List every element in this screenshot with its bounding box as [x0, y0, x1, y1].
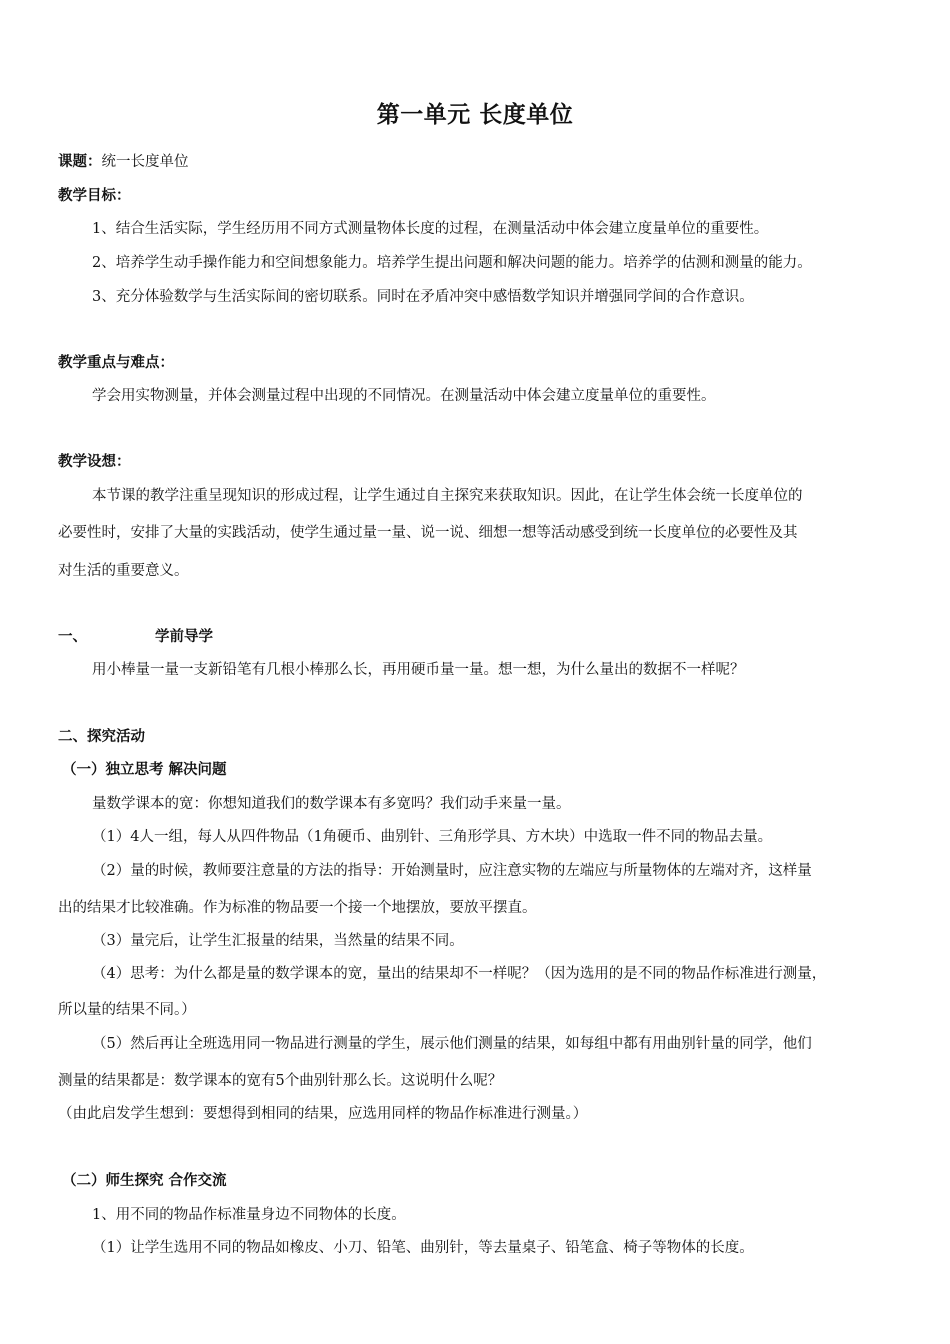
- design-heading: 教学设想：: [58, 454, 131, 470]
- subsection2-line: 1、用不同的物品作标准量身边不同物体的长度。: [92, 1207, 406, 1223]
- subsection1-line: （4）思考：为什么都是量的数学课本的宽，量出的结果却不一样呢？（因为选用的是不同的物品作标准进行测量，: [92, 966, 827, 982]
- topic-line: [58, 152, 189, 172]
- subsection1-line: （由此启发学生想到：要想得到相同的结果，应选用同样的物品作标准进行测量。）: [58, 1106, 588, 1122]
- subsection1-heading: （一）独立思考 解决问题: [62, 762, 227, 778]
- design-line: 必要性时，安排了大量的实践活动，使学生通过量一量、说一说、细想一想等活动感受到统一长度单位的必要性及其: [58, 525, 798, 541]
- key-points-heading: 教学重点与难点：: [58, 355, 174, 371]
- section1-heading: [58, 627, 213, 647]
- design-line: 对生活的重要意义。: [58, 563, 189, 579]
- subsection1-line: （1）4人一组，每人从四件物品（1角硬币、曲别针、三角形学具、方木块）中选取一件不同的物品去量。: [92, 829, 773, 845]
- topic-value: 统一长度单位: [101, 154, 189, 170]
- objective-item: 3、充分体验数学与生活实际间的密切联系。同时在矛盾冲突中感悟数学知识并增强同学间的合作意识。: [92, 289, 754, 305]
- section1-title: 学前导学: [155, 629, 213, 645]
- subsection1-line: （3）量完后，让学生汇报量的结果，当然量的结果不同。: [92, 933, 464, 949]
- subsection1-line: 测量的结果都是：数学课本的宽有5个曲别针那么长。这说明什么呢？: [58, 1073, 503, 1089]
- subsection1-line: 量数学课本的宽：你想知道我们的数学课本有多宽吗？我们动手来量一量。: [92, 796, 571, 812]
- objectives-heading: 教学目标：: [58, 188, 131, 204]
- key-points-text: 学会用实物测量，并体会测量过程中出现的不同情况。在测量活动中体会建立度量单位的重要性。: [92, 388, 716, 404]
- page-title: 第一单元 长度单位: [376, 102, 574, 128]
- section1-number: 一、: [58, 629, 87, 645]
- subsection2-heading: （二）师生探究 合作交流: [62, 1173, 227, 1189]
- subsection1-line: 出的结果才比较准确。作为标准的物品要一个接一个地摆放，要放平摆直。: [58, 900, 537, 916]
- design-line: 本节课的教学注重呈现知识的形成过程，让学生通过自主探究来获取知识。因此，在让学生体会统一长度单位的: [92, 488, 803, 504]
- section2-heading: 二、探究活动: [58, 729, 145, 745]
- subsection1-line: （5）然后再让全班选用同一物品进行测量的学生，展示他们测量的结果，如每组中都有用曲别针量的同学，他们: [92, 1036, 812, 1052]
- subsection2-line: （1）让学生选用不同的物品如橡皮、小刀、铅笔、曲别针，等去量桌子、铅笔盒、椅子等物体的长度。: [92, 1240, 754, 1256]
- topic-label: 课题：: [58, 154, 102, 170]
- subsection1-line: 所以量的结果不同。）: [58, 1002, 196, 1018]
- subsection1-line: （2）量的时候，教师要注意量的方法的指导：开始测量时，应注意实物的左端应与所量物体的左端对齐，这样量: [92, 863, 812, 879]
- section1-text: 用小棒量一量一支新铅笔有几根小棒那么长，再用硬币量一量。想一想，为什么量出的数据不一样呢？: [92, 662, 745, 678]
- objective-item: 1、结合生活实际，学生经历用不同方式测量物体长度的过程，在测量活动中体会建立度量单位的重要性。: [92, 221, 769, 237]
- objective-item: 2、培养学生动手操作能力和空间想象能力。培养学生提出问题和解决问题的能力。培养学的估测和测量的能力。: [92, 255, 812, 271]
